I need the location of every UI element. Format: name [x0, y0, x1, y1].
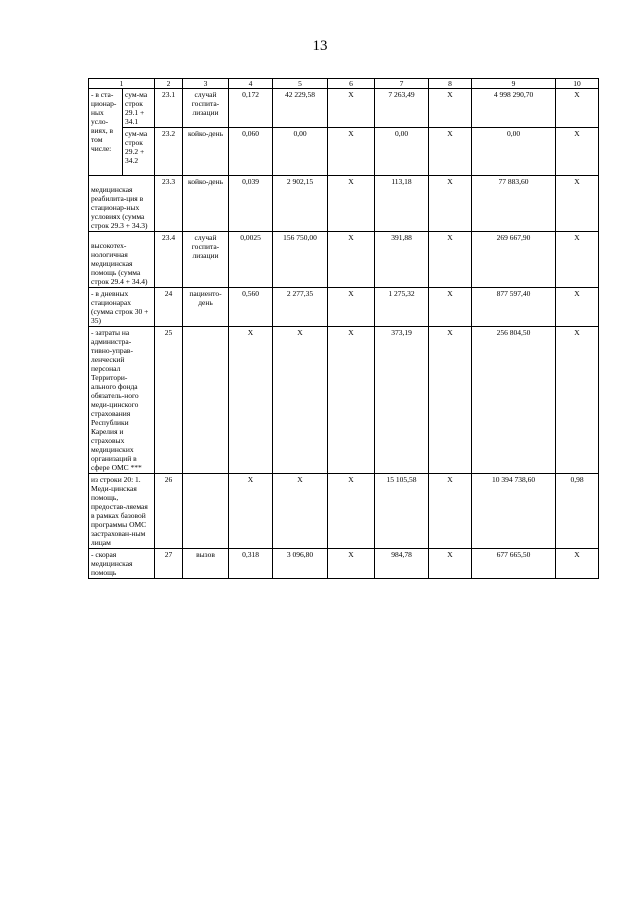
cell-row-number: 23.4	[155, 232, 183, 288]
cell-value: Х	[328, 128, 375, 176]
row-label: - в ста-ционар-ных усло-виях, в том числе:	[89, 89, 123, 176]
cell-value: Х	[429, 232, 472, 288]
row-sublabel: сум-ма строк 29.1 + 34.1	[123, 89, 155, 128]
cell-value: 0,039	[229, 176, 273, 232]
header-cell: 7	[375, 79, 429, 89]
cell-value: Х	[429, 549, 472, 579]
row-label: медицинская реабилита-ция в стационар-ных условиях (сумма строк 29.3 + 34.3)	[89, 176, 155, 232]
cell-value: Х	[328, 327, 375, 474]
row-sublabel: сум-ма строк 29.2 + 34.2	[123, 128, 155, 176]
cell-unit: случай госпита-лизации	[183, 89, 229, 128]
cell-value: Х	[429, 474, 472, 549]
cell-value: Х	[556, 327, 599, 474]
cell-unit: вызов	[183, 549, 229, 579]
table-row	[89, 128, 599, 176]
header-cell: 6	[328, 79, 375, 89]
cell-value: Х	[556, 89, 599, 128]
cell-value: 391,88	[375, 232, 429, 288]
cell-value: Х	[229, 327, 273, 474]
cell-value: 0,00	[472, 128, 556, 176]
page-number: 13	[312, 38, 328, 54]
header-cell: 9	[472, 79, 556, 89]
cell-value: 373,19	[375, 327, 429, 474]
cell-row-number: 25	[155, 327, 183, 474]
row-label: - в дневных стационарах (сумма строк 30 + 35)	[89, 288, 155, 327]
row-label: - скорая медицинская помощь	[89, 549, 155, 579]
cell-value: 15 105,58	[375, 474, 429, 549]
cell-value: Х	[229, 474, 273, 549]
cell-value: Х	[273, 327, 328, 474]
cell-row-number: 26	[155, 474, 183, 549]
cell-row-number: 27	[155, 549, 183, 579]
cell-value: Х	[429, 327, 472, 474]
cell-value: 0,318	[229, 549, 273, 579]
cell-unit: случай госпита-лизации	[183, 232, 229, 288]
row-label: - затраты на администра-тивно-управ-ленческий персонал Территори-ального фонда обязатель-ного меди-цинского страхования Республики Карелия и страховых медицинских организаций в сфере ОМС ***	[89, 327, 155, 474]
table-row	[89, 474, 599, 549]
table-row	[89, 327, 599, 474]
cell-value: Х	[429, 288, 472, 327]
cell-value: 2 902,15	[273, 176, 328, 232]
cell-value: 113,18	[375, 176, 429, 232]
cell-value: 4 998 290,70	[472, 89, 556, 128]
cell-value: 0,060	[229, 128, 273, 176]
financial-table	[88, 78, 599, 579]
cell-value: Х	[273, 474, 328, 549]
cell-value: 256 804,50	[472, 327, 556, 474]
cell-value: Х	[328, 549, 375, 579]
cell-row-number: 23.1	[155, 89, 183, 128]
cell-value: Х	[328, 232, 375, 288]
cell-value: Х	[556, 176, 599, 232]
cell-value: Х	[328, 474, 375, 549]
cell-value: 156 750,00	[273, 232, 328, 288]
cell-value: 42 229,58	[273, 89, 328, 128]
table-row	[89, 288, 599, 327]
cell-value: Х	[429, 128, 472, 176]
header-row	[89, 79, 599, 89]
cell-value: 0,00	[375, 128, 429, 176]
cell-unit: койко-день	[183, 128, 229, 176]
cell-unit	[183, 327, 229, 474]
header-cell: 5	[273, 79, 328, 89]
cell-unit: пациенто-день	[183, 288, 229, 327]
cell-value: 984,78	[375, 549, 429, 579]
cell-value: 0,0025	[229, 232, 273, 288]
header-cell: 1	[89, 79, 155, 89]
cell-value: 2 277,35	[273, 288, 328, 327]
cell-unit	[183, 474, 229, 549]
cell-value: Х	[328, 288, 375, 327]
cell-value: 0,560	[229, 288, 273, 327]
header-cell: 10	[556, 79, 599, 89]
cell-value: 0,98	[556, 474, 599, 549]
cell-value: 877 597,40	[472, 288, 556, 327]
row-label: из строки 20: 1. Меди-цинская помощь, предостав-ляемая в рамках базовой программы ОМС застрахован-ным лицам	[89, 474, 155, 549]
table-row	[89, 176, 599, 232]
header-cell: 2	[155, 79, 183, 89]
cell-value: Х	[556, 232, 599, 288]
header-cell: 8	[429, 79, 472, 89]
cell-value: 0,00	[273, 128, 328, 176]
cell-value: 269 667,90	[472, 232, 556, 288]
cell-value: 10 394 738,60	[472, 474, 556, 549]
header-cell: 3	[183, 79, 229, 89]
table-row	[89, 89, 599, 128]
cell-value: 0,172	[229, 89, 273, 128]
cell-value: 1 275,32	[375, 288, 429, 327]
cell-value: Х	[556, 288, 599, 327]
table-row	[89, 549, 599, 579]
cell-value: Х	[556, 549, 599, 579]
cell-value: Х	[328, 176, 375, 232]
cell-value: 3 096,80	[273, 549, 328, 579]
table-row	[89, 232, 599, 288]
cell-value: 77 883,60	[472, 176, 556, 232]
cell-value: Х	[328, 89, 375, 128]
cell-value: 7 263,49	[375, 89, 429, 128]
cell-value: Х	[429, 89, 472, 128]
row-label: высокотех-нологичная медицинская помощь (сумма строк 29.4 + 34.4)	[89, 232, 155, 288]
cell-row-number: 23.2	[155, 128, 183, 176]
cell-value: 677 665,50	[472, 549, 556, 579]
header-cell: 4	[229, 79, 273, 89]
cell-unit: койко-день	[183, 176, 229, 232]
cell-row-number: 24	[155, 288, 183, 327]
cell-value: Х	[556, 128, 599, 176]
cell-value: Х	[429, 176, 472, 232]
cell-row-number: 23.3	[155, 176, 183, 232]
